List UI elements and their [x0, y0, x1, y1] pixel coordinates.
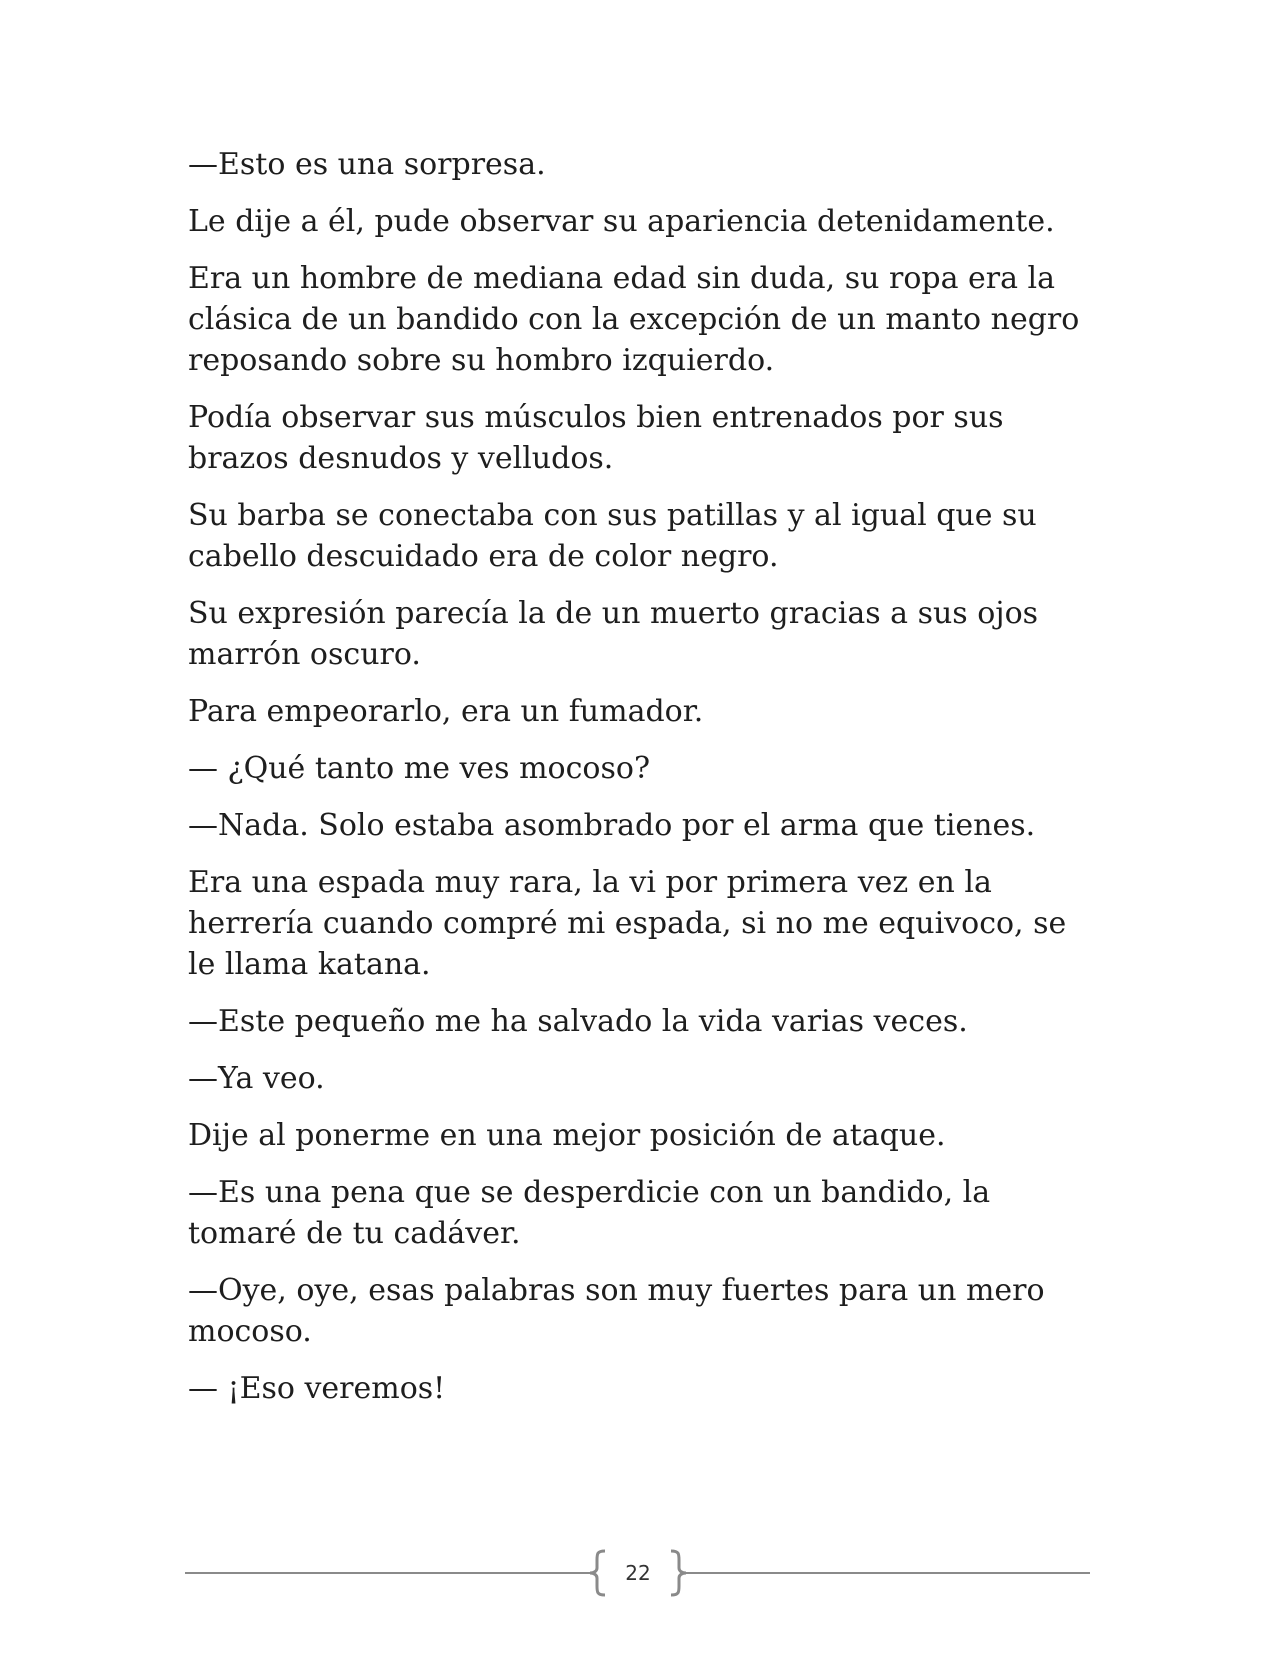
page-number: 22 — [625, 1561, 651, 1585]
paragraph: — ¿Qué tanto me ves mocoso? — [188, 751, 651, 786]
page-footer — [185, 1548, 1090, 1598]
footer-rule-left — [185, 1572, 593, 1574]
paragraph: —Es una pena que se desperdicie con un bandido, la tomaré de tu cadáver. — [188, 1175, 991, 1251]
footer-rule-right — [683, 1572, 1090, 1574]
paragraph: Dije al ponerme en una mejor posición de ataque. — [188, 1118, 946, 1153]
paragraph: —Esto es una sorpresa. — [188, 147, 546, 182]
paragraph: Para empeorarlo, era un fumador. — [188, 694, 704, 729]
paragraph: — ¡Eso veremos! — [188, 1371, 446, 1406]
paragraph: Era un hombre de mediana edad sin duda, su ropa era la clásica de un bandido con la excepción de un manto negro reposando sobre su hombro izquierdo. — [188, 261, 1080, 378]
paragraph: Le dije a él, pude observar su apariencia detenidamente. — [188, 204, 1055, 239]
paragraph: Su expresión parecía la de un muerto gracias a sus ojos marrón oscuro. — [188, 596, 1039, 672]
paragraph: Era una espada muy rara, la vi por primera vez en la herrería cuando compré mi espada, si no me equivoco, se le llama katana. — [188, 865, 1067, 982]
paragraph: Su barba se conectaba con sus patillas y al igual que su cabello descuidado era de color negro. — [188, 498, 1037, 574]
paragraph: —Ya veo. — [188, 1061, 325, 1096]
paragraph: Podía observar sus músculos bien entrenados por sus brazos desnudos y velludos. — [188, 400, 1004, 476]
paragraph: —Nada. Solo estaba asombrado por el arma que tienes. — [188, 808, 1036, 843]
paragraph: —Este pequeño me ha salvado la vida varias veces. — [188, 1004, 968, 1039]
text-body — [188, 144, 1098, 1425]
paragraph: —Oye, oye, esas palabras son muy fuertes para un mero mocoso. — [188, 1273, 1045, 1349]
